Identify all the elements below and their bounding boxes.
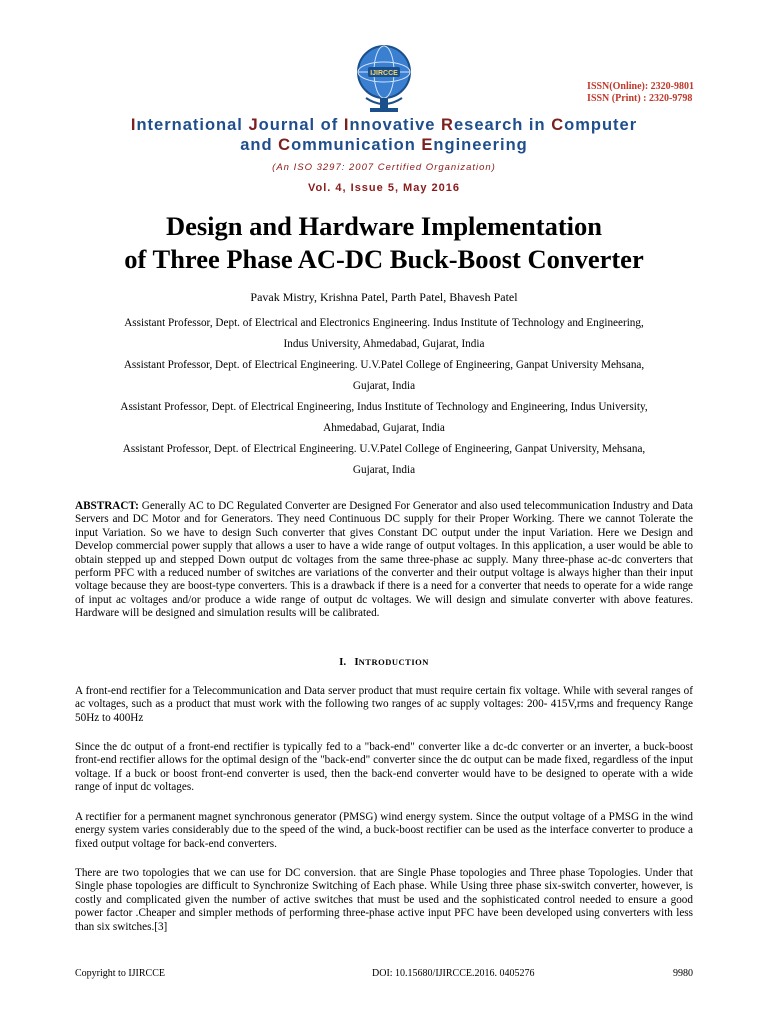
affiliation-line: Gujarat, India (352, 380, 416, 392)
journal-title-text: and (240, 136, 279, 154)
affiliation-line: Assistant Professor, Dept. of Electrical Engineering. U.V.Patel College of Engineering, Ganpat University, Mehsana, (122, 443, 646, 455)
footer-page-number: 9980 (673, 968, 693, 979)
journal-title-capital: J (248, 116, 259, 134)
abstract (75, 500, 693, 621)
journal-certification: (An ISO 3297: 2007 Certified Organization) (272, 162, 496, 173)
authors: Pavak Mistry, Krishna Patel, Parth Patel, Bhavesh Patel (250, 290, 518, 304)
paper-title-line1: Design and Hardware Implementation (165, 211, 603, 241)
journal-title-capital: R (441, 116, 454, 134)
paper-title (40, 210, 728, 276)
abstract-text: Generally AC to DC Regulated Converter are Designed For Generator and also used telecommunication Industry and Data Servers and DC Motor and for Generators. They need Continuous DC supply for their Proper Working. There we cannot Tolerate the input Variation. So we have to design Such converter that gives Constant DC output under the input Variation. Here we Design and Develop commercial power supply that allows a user to have a wide range of output voltages. In this application, a user would be able to obtain stepped up and stepped Down output dc voltages from the same three-phase ac supply. Many three-phase ac-dc converters that perform PFC with a reduced number of switches are variations of the converter and their output voltage is always higher than their input voltage because they are boost-type converters. This is a drawback if there is a need for a converter that needs to operate for a wide range of input ac voltages and/or produce a wide range of output dc voltages. We will design and simulate converter with above features. Hardware will be designed and simulation results will be calibrated. (75, 500, 693, 620)
journal-title-capital: I (130, 116, 137, 134)
section-title-cap: I (354, 656, 359, 668)
paragraph: Since the dc output of a front-end rectifier is typically fed to a "back-end" converter like a dc-dc converter or an inverter, a buck-boost front-end rectifier allows for the optimal design of the "back-end" converter since the dc output can be made fixed, regardless of the input voltage. If a buck or boost front-end converter is used, then the back-end converter would have to be designed to operate with a wide range of input dc voltages. (75, 741, 693, 794)
footer-doi: DOI: 10.15680/IJIRCCE.2016. 0405276 (372, 968, 535, 979)
section-number: I. (339, 656, 347, 668)
journal-title-text: nnovative (349, 116, 442, 134)
paragraph: There are two topologies that we can use for DC conversion. that are Single Phase topologies and Three phase Topologies. Under that Single phase topologies are difficult to Synchronize Switching of Each phase. While Using three phase six-switch converter, however, is costly and complicated given the number of active switches that must be used and the sophisticated control needed to ensure a good power factor .Cheaper and simpler methods of performing three-phase active input PFC have been developed using converters with less than six switches.[3] (75, 867, 693, 933)
section-title-rest: NTRODUCTION (358, 657, 429, 667)
affiliation-line: Assistant Professor, Dept. of Electrical Engineering, Indus Institute of Technology and Engineering, Indus University, (120, 401, 648, 413)
journal-title-text: omputer (564, 116, 638, 134)
journal-title (40, 115, 728, 155)
section-heading-introduction (0, 656, 768, 668)
affiliations (60, 313, 708, 481)
journal-title-capital: I (343, 116, 350, 134)
journal-volume: Vol. 4, Issue 5, May 2016 (308, 182, 460, 194)
footer-copyright: Copyright to IJIRCCE (75, 968, 166, 979)
affiliation-line: Indus University, Ahmedabad, Gujarat, India (283, 338, 485, 350)
paper-title-line2: of Three Phase AC-DC Buck-Boost Converter (124, 244, 644, 274)
issn-block (587, 81, 694, 105)
journal-logo (344, 40, 424, 116)
logo-text: IJIRCCE (370, 70, 398, 77)
affiliation-line: Assistant Professor, Dept. of Electrical Engineering. U.V.Patel College of Engineering, Ganpat University Mehsana, (123, 359, 645, 371)
paragraph: A front-end rectifier for a Telecommunication and Data server product that must require certain fix voltage. While with several ranges of ac voltages, such as a product that must work with the following two ranges of ac supply voltages: 200- 415V,rms and frequency Range 50Hz to 400Hz (75, 685, 693, 724)
affiliation-line: Assistant Professor, Dept. of Electrical and Electronics Engineering. Indus Institute of Technology and Engineering, (124, 317, 644, 329)
journal-title-text: ommunication (291, 136, 422, 154)
journal-title-text: ournal of (258, 116, 344, 134)
affiliation-line: Ahmedabad, Gujarat, India (323, 422, 445, 434)
journal-title-line2 (40, 135, 728, 155)
paragraph: A rectifier for a permanent magnet synchronous generator (PMSG) wind energy system. Since the output voltage of a PMSG in the wind energy system varies considerably due to the speed of the wind, a buck-boost rectifier can be used as the interface converter to produce a fixed output voltage for back-end converters. (75, 811, 693, 850)
journal-title-capital: C (278, 136, 292, 154)
journal-title-capital: E (421, 136, 434, 154)
journal-title-capital: C (551, 116, 565, 134)
issn-print: ISSN (Print) : 2320-9798 (587, 93, 693, 104)
journal-title-line1 (40, 115, 728, 135)
journal-title-text: esearch in (453, 116, 552, 134)
issn-online: ISSN(Online): 2320-9801 (587, 81, 694, 92)
abstract-label: ABSTRACT: (75, 500, 139, 512)
journal-title-text: ngineering (433, 136, 528, 154)
journal-title-text: nternational (136, 116, 249, 134)
affiliation-line: Gujarat, India (352, 464, 416, 476)
